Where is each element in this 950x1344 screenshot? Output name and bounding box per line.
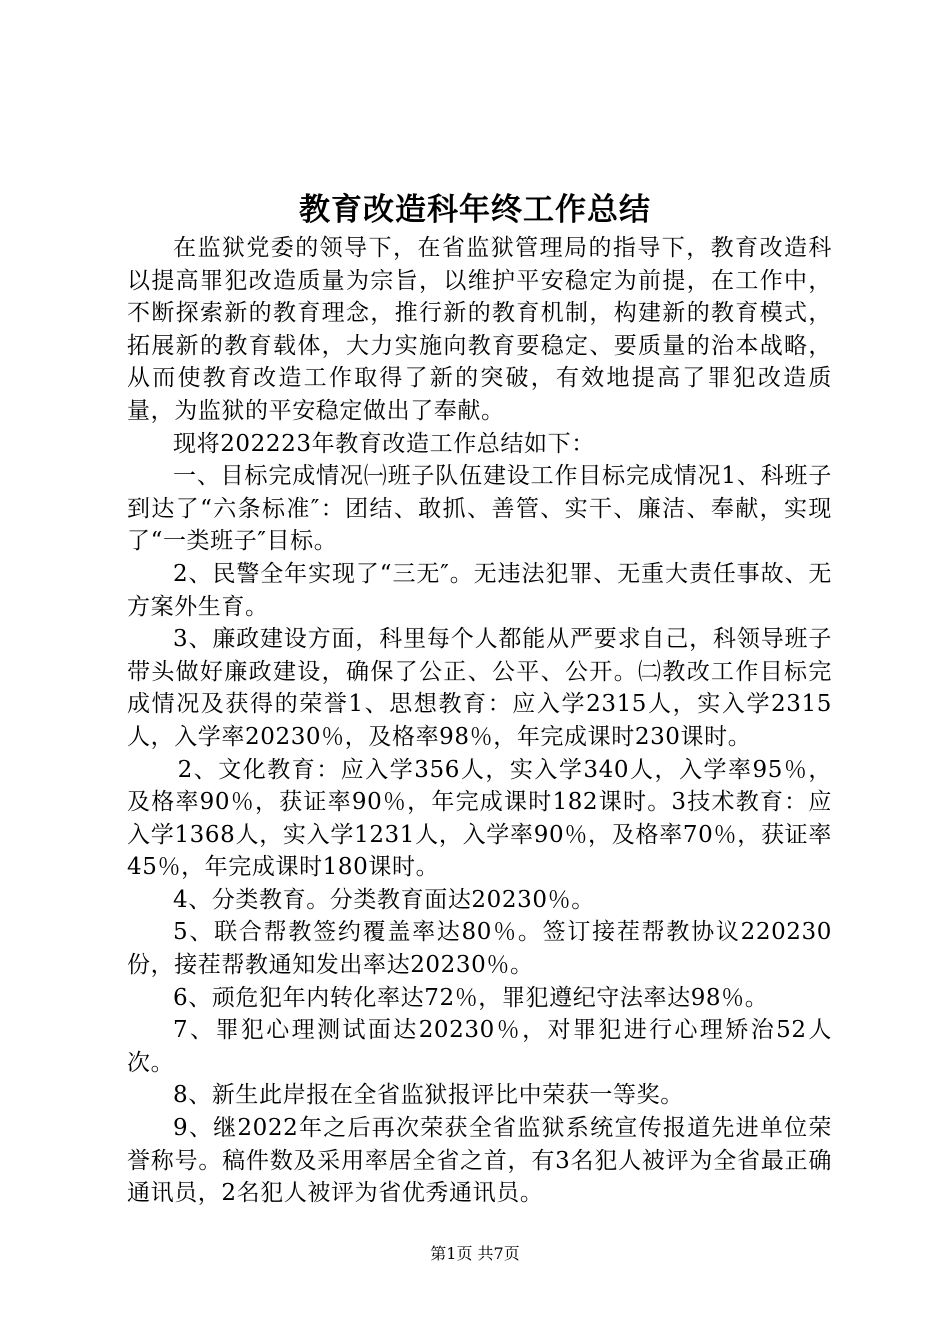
- paragraph-intro: 在监狱党委的领导下，在省监狱管理局的指导下，教育改造科以提高罪犯改造质量为宗旨，以维护平安稳定为前提，在工作中，不断探索新的教育理念，推行新的教育机制，构建新的教育模式，拓展新的教育载体，大力实施向教育要稳定、要质量的治本战略，从而使教育改造工作取得了新的突破，有效地提高了罪犯改造质量，为监狱的平安稳定做出了奉献。: [127, 235, 832, 424]
- paragraph-publicity-honor: 9、继2022年之后再次荣获全省监狱系统宣传报道先进单位荣誉称号。稿件数及采用率居全省之首，有3名犯人被评为全省最正确通讯员，2名犯人被评为省优秀通讯员。: [127, 1115, 832, 1207]
- paragraph-classified-education: 4、分类教育。分类教育面达20230％。: [173, 886, 595, 913]
- paragraph-police-record: 2、民警全年实现了“三无″。无违法犯罪、无重大责任事故、无方案外生育。: [127, 560, 832, 620]
- paragraph-conversion-rate: 6、顽危犯年内转化率达72％，罪犯遵纪守法率达98％。: [173, 984, 769, 1011]
- paragraph-psychology: 7、罪犯心理测试面达20230％，对罪犯进行心理矫治52人次。: [127, 1017, 832, 1076]
- document-body: [127, 232, 832, 1210]
- paragraph-goal-team: 一、目标完成情况㈠班子队伍建设工作目标完成情况1、科班子到达了“六条标准″：团结、敢抓、善管、实干、廉洁、奉献，实现了“一类班子″目标。: [127, 463, 832, 555]
- paragraph-summary-lead: 现将202223年教育改造工作总结如下：: [173, 430, 595, 457]
- paragraph-joint-assistance: 5、联合帮教签约覆盖率达80％。签订接茬帮教协议220230份，接茬帮教通知发出率达20230％。: [127, 919, 832, 979]
- paragraph-newspaper-award: 8、新生此岸报在全省监狱报评比中荣获一等奖。: [173, 1082, 684, 1109]
- document-title: 教育改造科年终工作总结: [299, 192, 651, 228]
- paragraph-culture-education: 2、文化教育：应入学356人，实入学340人，入学率95％，及格率90％，获证率90％，年完成课时182课时。3技术教育：应入学1368人，实入学1231人，入学率90％，及格率70％，获证率45％，年完成课时180课时。: [127, 756, 832, 881]
- page-number: 第1页 共7页: [430, 1244, 520, 1263]
- paragraph-integrity: 3、廉政建设方面，科里每个人都能从严要求自己，科领导班子带头做好廉政建设，确保了公正、公平、公开。㈡教改工作目标完成情况及获得的荣誉1、思想教育：应入学2315人，实入学2315人，入学率20230％，及格率98％，年完成课时230课时。: [127, 626, 832, 750]
